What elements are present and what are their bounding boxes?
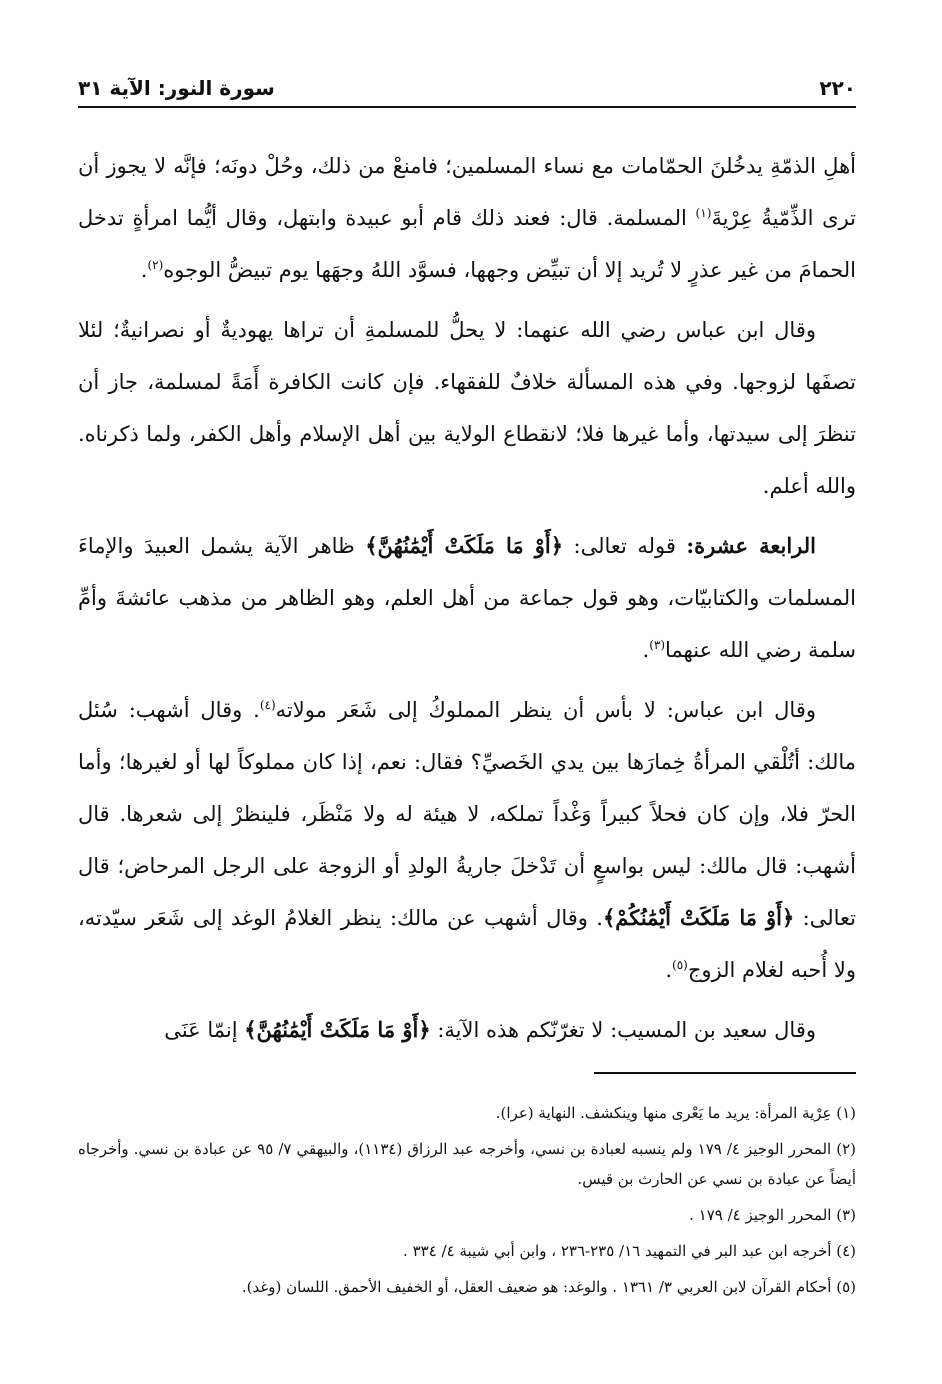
footnote-ref-5: (٥) — [672, 958, 688, 972]
paragraph-5 — [78, 1004, 856, 1056]
footnote-2: (٢) المحرر الوجيز ٤/ ١٧٩ ولم ينسبه لعبادة بن نسي، وأخرجه عبد الرزاق (١١٣٤)، والبيهقي ٧/ ٩٥ عن عبادة بن نسي. وأخرجاه أيضاً عن عبادة بن نسي عن الحارث بن قيس. — [78, 1140, 856, 1188]
quran-verse: ﴿أَوْ مَا مَلَكَتْ أَيْمَٰنُهُنَّ﴾ — [365, 533, 564, 558]
footnote-ref-4: (٤) — [259, 698, 276, 712]
quran-verse: ﴿أَوْ مَا مَلَكَتْ أَيْمَٰنُكُمْ﴾ — [602, 905, 795, 930]
page-number: ٢٢٠ — [819, 76, 856, 100]
quran-verse: ﴿أَوْ مَا مَلَكَتْ أَيْمَٰنُهُنَّ﴾ — [244, 1017, 431, 1042]
footnote-ref-2: (٢) — [147, 258, 164, 272]
footnotes — [78, 1098, 856, 1308]
paragraph-text: . — [642, 638, 650, 662]
running-title: سورة النور: الآية ٣١ — [78, 76, 275, 100]
paragraph-text: قوله تعالى: — [563, 534, 687, 558]
footnote-ref-1: (١) — [695, 206, 712, 220]
paragraph-text: المسلمة. قال: فعند ذلك قام أبو عبيدة وابتهل، وقال أيُّما امرأةٍ تدخل الحمامَ من غير عذرٍ لا تُريد إلا أن تبيِّض وجهها، فسوَّد اللهُ وجهَها يوم تبيضُّ الوجوه — [78, 206, 856, 282]
paragraph-1 — [78, 140, 856, 296]
footnote-4: (٤) أخرجه ابن عبد البر في التمهيد ١٦/ ٢٣٥-٢٣٦ ، وابن أبي شيبة ٤/ ٣٣٤ . — [403, 1242, 856, 1260]
paragraph-text: . — [140, 258, 148, 282]
paragraph-text: . وقال أشهب عن مالك: ينظر الغلامُ الوغد إلى شَعَر سيّدته، ولا أُحبه لغلام الزوج — [78, 906, 856, 982]
paragraph-text: . وقال أشهب: سُئل مالك: أتُلْقي المرأةُ خِمارَها بين يدي الخَصيِّ؟ فقال: نعم، إذا كان مملوكاً لها أو لغيرها؛ وأما الحرّ فلا، وإن كان فحلاً كبيراً وَغْداً تملكه، لا هيئة له ولا مَنْظَر، فلينظرْ إلى شعرها. قال أشهب: قال مالك: ليس بواسعٍ أن تَدْخلَ جاريةُ الولدِ أو الزوجة على الرجل المرحاض؛ قال تعالى: — [78, 698, 856, 930]
paragraph-text: وقال ابن عباس: لا بأس أن ينظر المملوكُ إلى شَعَر مولاته — [275, 698, 816, 722]
paragraph-text: . — [665, 958, 673, 982]
paragraph-2 — [78, 304, 856, 512]
running-header — [78, 70, 856, 106]
paragraph-text: ظاهر الآية يشمل العبيدَ والإماءَ المسلمات والكتابيّات، وهو قول جماعة من أهل العلم، وهو الظاهر من مذهب عائشةَ وأمِّ سلمة رضي الله عنهما — [78, 534, 856, 662]
paragraph-text: وقال سعيد بن المسيب: لا تغرّنّكم هذه الآية: — [430, 1018, 816, 1042]
main-text — [78, 140, 856, 1064]
paragraph-4 — [78, 684, 856, 996]
header-rule — [78, 106, 856, 108]
paragraph-3 — [78, 520, 856, 676]
paragraph-text: إنمّا عَنَى — [164, 1018, 245, 1042]
footnote-rule — [594, 1072, 856, 1074]
section-heading: الرابعة عشرة: — [686, 533, 816, 558]
paragraph-text: أهلِ الذمّةِ يدخُلنَ الحمّامات مع نساء المسلمين؛ فامنعْ من ذلك، وحُلْ دونَه؛ فإنَّه لا يجوز أن ترى الذِّمّيةُ عِرْيةَ — [78, 154, 857, 230]
footnote-3: (٣) المحرر الوجيز ٤/ ١٧٩ . — [689, 1206, 856, 1224]
paragraph-text: وقال ابن عباس رضي الله عنهما: لا يحلُّ للمسلمةِ أن تراها يهوديةٌ أو نصرانيةٌ؛ لئلا تصفَها لزوجها. وفي هذه المسألة خلافٌ للفقهاء. فإن كانت الكافرة أَمَةً لمسلمة، جاز أن تنظرَ إلى سيدتها، وأما غيرها فلا؛ لانقطاع الولاية بين أهل الإسلام وأهل الكفر، ولما ذكرناه. والله أعلم. — [78, 318, 856, 498]
footnote-5: (٥) أحكام القرآن لابن العربي ٣/ ١٣٦١ . والوغد: هو ضعيف العقل، أو الخفيف الأحمق. اللسان (وغد). — [241, 1278, 856, 1296]
footnote-ref-3: (٣) — [649, 638, 666, 652]
footnote-1: (١) عِرْية المرأة: يريد ما يَعْرى منها وينكشف. النهاية (عرا). — [495, 1104, 856, 1122]
